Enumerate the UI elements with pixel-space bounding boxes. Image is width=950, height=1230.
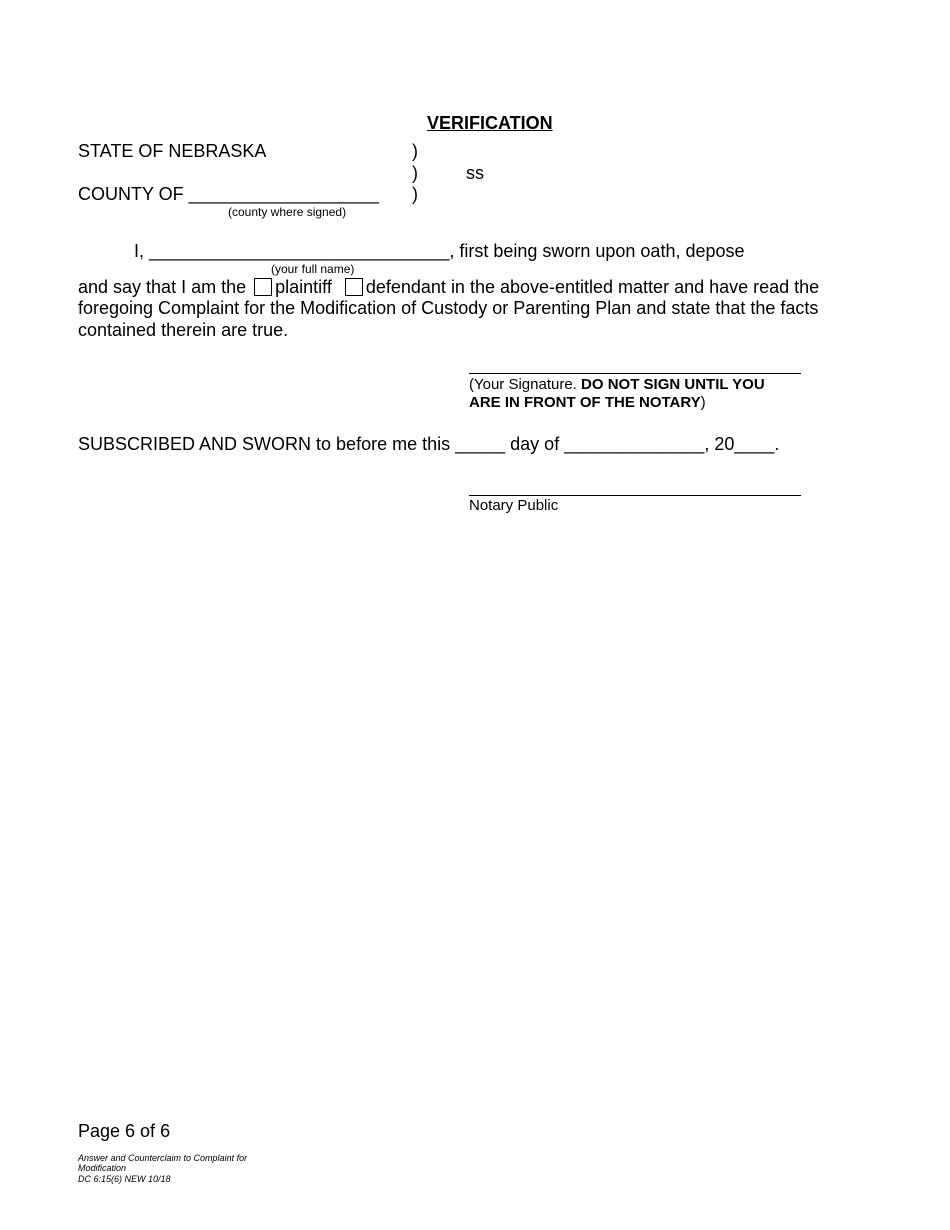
signature-caption-2 (469, 394, 706, 411)
signature-warning-1: DO NOT SIGN UNTIL YOU (581, 376, 765, 393)
signature-warning-2: ARE IN FRONT OF THE NOTARY (469, 394, 701, 411)
form-code: DC 6:15(6) NEW 10/18 (78, 1174, 171, 1184)
page-number: Page 6 of 6 (78, 1121, 171, 1141)
subscribed-line[interactable]: SUBSCRIBED AND SWORN to before me this _____ day of ______________, 20____. (78, 434, 780, 454)
venue-paren-1: ) (412, 141, 418, 161)
party-prefix: and say that I am the (78, 277, 247, 297)
county-field[interactable]: COUNTY OF ___________________ (78, 184, 379, 204)
signature-caption-1 (469, 376, 765, 393)
form-title-line-2: Modification (78, 1163, 127, 1173)
ss-label: ss (466, 163, 484, 183)
notary-signature-line[interactable] (469, 495, 801, 496)
oath-line-4: contained therein are true. (78, 320, 289, 340)
party-suffix: defendant in the above-entitled matter and have read the (365, 277, 820, 297)
county-hint: (county where signed) (228, 205, 347, 219)
plaintiff-checkbox[interactable] (254, 278, 272, 296)
notary-label: Notary Public (469, 497, 559, 514)
signature-line[interactable] (469, 373, 801, 374)
venue-paren-3: ) (412, 184, 418, 204)
signature-caption-suffix: ) (700, 394, 706, 411)
plaintiff-label: plaintiff (275, 277, 332, 297)
state-label: STATE OF NEBRASKA (78, 141, 267, 161)
full-name-field[interactable]: I, ______________________________, first being sworn upon oath, depose (134, 241, 745, 261)
document-title: VERIFICATION (427, 113, 553, 133)
venue-paren-2: ) (412, 163, 418, 183)
defendant-checkbox[interactable] (345, 278, 363, 296)
signature-caption-prefix: (Your Signature. (469, 376, 582, 393)
name-hint: (your full name) (271, 262, 355, 276)
party-line (78, 277, 819, 297)
oath-line-3: foregoing Complaint for the Modification of Custody or Parenting Plan and state that the facts (78, 298, 819, 318)
form-title-line-1: Answer and Counterclaim to Complaint for (78, 1153, 248, 1163)
